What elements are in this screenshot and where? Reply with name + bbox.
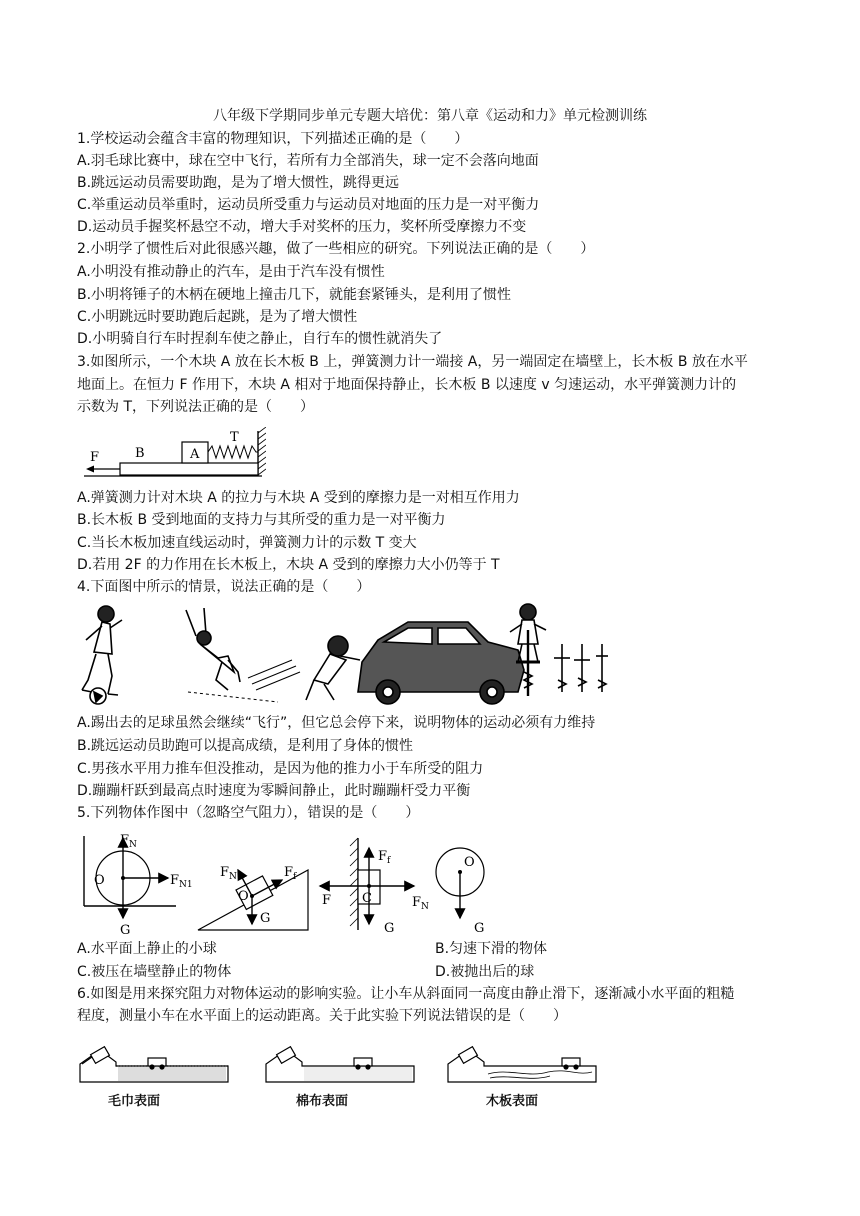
boy-pushing-car-illustration xyxy=(306,622,524,704)
q3-label-f: F xyxy=(90,450,100,465)
q5-option-a: A.水平面上静止的小球 xyxy=(77,941,217,957)
q5-diagram-c xyxy=(320,838,429,936)
q5b-label-g: G xyxy=(260,911,271,926)
q3-stem-line1: 3.如图所示，一个木块 A 放在长木板 B 上，弹簧测力计一端接 A，另一端固定在墙壁上，长木板 B 放在水平 xyxy=(77,354,748,370)
q4-illustrations xyxy=(78,600,618,708)
wood-surface-setup xyxy=(448,1047,596,1082)
q4-option-c: C.男孩水平用力推车但没推动，是因为他的推力小于车所受的阻力 xyxy=(77,761,484,777)
q3-option-b: B.长木板 B 受到地面的支持力与其所受的重力是一对平衡力 xyxy=(77,512,446,528)
q6-stem-line1: 6.如图是用来探究阻力对物体运动的影响实验。让小车从斜面同一高度由静止滑下，逐渐减小水平面的粗糙 xyxy=(77,986,735,1002)
cotton-surface-setup xyxy=(266,1047,414,1082)
pogo-stick-kid-illustration xyxy=(510,604,608,696)
q2-option-d: D.小明骑自行车时捏刹车使之静止，自行车的惯性就消失了 xyxy=(77,331,443,347)
soccer-player-illustration xyxy=(82,606,122,704)
q4-stem: 4.下面图中所示的情景，说法正确的是（ ） xyxy=(77,579,371,595)
q6-figure xyxy=(78,1038,608,1088)
q5c-label-ff-sub: f xyxy=(387,856,391,866)
q3-option-c: C.当长木板加速直线运动时，弹簧测力计的示数 T 变大 xyxy=(77,535,417,551)
q5-option-c: C.被压在墙壁静止的物体 xyxy=(77,964,232,980)
page-title: 八年级下学期同步单元专题大培优：第八章《运动和力》单元检测训练 xyxy=(213,108,647,124)
caption-wood-surface: 木板表面 xyxy=(486,1094,539,1109)
q1-option-b: B.跳远运动员需要助跑，是为了增大惯性，跳得更远 xyxy=(77,175,400,191)
q3-option-d: D.若用 2F 的力作用在长木板上，木块 A 受到的摩擦力大小仍等于 T xyxy=(77,557,500,573)
q5c-label-g: G xyxy=(384,921,395,936)
q4-option-b: B.跳远运动员助跑可以提高成绩，是利用了身体的惯性 xyxy=(77,738,414,754)
caption-towel-surface: 毛巾表面 xyxy=(108,1094,161,1109)
q1-option-a: A.羽毛球比赛中，球在空中飞行，若所有力全部消失，球一定不会落向地面 xyxy=(77,153,539,169)
q3-label-b: B xyxy=(135,446,145,461)
q3-label-a: A xyxy=(190,447,200,462)
q3-stem-line2: 地面上。在恒力 F 作用下，木块 A 相对于地面保持静止，长木板 B 以速度 v 匀速运动，水平弹簧测力计的 xyxy=(77,377,737,393)
q6-stem-line2: 程度，测量小车在水平面上的运动距离。关于此实验下列说法错误的是（ ） xyxy=(77,1008,567,1024)
q2-option-a: A.小明没有推动静止的汽车，是由于汽车没有惯性 xyxy=(77,264,385,280)
svg-text:FN xyxy=(120,833,137,850)
q4-option-d: D.蹦蹦杆跃到最高点时速度为零瞬间静止，此时蹦蹦杆受力平衡 xyxy=(77,783,471,799)
q5a-label-o: O xyxy=(94,873,105,888)
q5-diagram-d xyxy=(436,848,484,936)
q5a-label-fn-sub: N xyxy=(129,840,137,850)
q5c-label-c: C xyxy=(362,891,372,906)
q5a-label-fn1: F xyxy=(170,873,180,888)
svg-text:Ff xyxy=(284,865,297,882)
q2-stem: 2.小明学了惯性后对此很感兴趣，做了一些相应的研究。下列说法正确的是（ ） xyxy=(77,241,595,257)
q1-option-c: C.举重运动员举重时，运动员所受重力与运动员对地面的压力是一对平衡力 xyxy=(77,197,540,213)
q3-figure xyxy=(82,427,266,479)
q5-diagram-b xyxy=(198,865,308,930)
q5b-label-ff-sub: f xyxy=(293,872,297,882)
q5-option-b: B.匀速下滑的物体 xyxy=(435,941,548,957)
towel-surface-setup xyxy=(80,1047,228,1082)
q5b-label-fn-sub: N xyxy=(229,872,237,882)
q5b-label-ff: F xyxy=(284,865,294,880)
q3-option-a: A.弹簧测力计对木块 A 的拉力与木块 A 受到的摩擦力是一对相互作用力 xyxy=(77,490,520,506)
q5-diagram-a xyxy=(84,833,193,938)
q5d-label-g: G xyxy=(474,921,485,936)
q1-stem: 1.学校运动会蕴含丰富的物理知识，下列描述正确的是（ ） xyxy=(77,131,469,147)
q5d-label-o: O xyxy=(464,855,475,870)
q5c-label-fn-sub: N xyxy=(421,902,429,912)
q3-stem-line3: 示数为 T，下列说法正确的是（ ） xyxy=(77,399,315,415)
long-jumper-illustration xyxy=(186,608,300,702)
q5a-label-fn1-sub: N1 xyxy=(179,880,193,890)
q2-option-b: B.小明将锤子的木柄在硬地上撞击几下，就能套紧锤头，是利用了惯性 xyxy=(77,287,512,303)
svg-text:FN xyxy=(412,895,429,912)
q5-stem: 5.下列物体作图中（忽略空气阻力），错误的是（ ） xyxy=(77,805,420,821)
svg-text:FN1 xyxy=(170,873,193,890)
q5b-label-fn: F xyxy=(220,865,230,880)
q5a-label-fn: F xyxy=(120,833,130,848)
q5c-label-fn: F xyxy=(412,895,422,910)
q3-label-t: T xyxy=(230,430,239,445)
q5c-label-ff: F xyxy=(378,849,388,864)
q5a-label-g: G xyxy=(120,923,131,938)
q5b-label-o: O xyxy=(238,889,249,904)
q1-option-d: D.运动员手握奖杯悬空不动，增大手对奖杯的压力，奖杯所受摩擦力不变 xyxy=(77,219,527,235)
q2-option-c: C.小明跳远时要助跑后起跳，是为了增大惯性 xyxy=(77,309,358,325)
q5-force-diagrams xyxy=(76,826,496,938)
q4-option-a: A.踢出去的足球虽然会继续“飞行”，但它总会停下来，说明物体的运动必须有力维持 xyxy=(77,715,596,731)
q5c-label-f: F xyxy=(322,893,332,908)
svg-text:Ff xyxy=(378,849,391,866)
q5-option-d: D.被抛出后的球 xyxy=(435,964,535,980)
caption-cotton-surface: 棉布表面 xyxy=(296,1094,349,1109)
svg-text:FN xyxy=(220,865,237,882)
